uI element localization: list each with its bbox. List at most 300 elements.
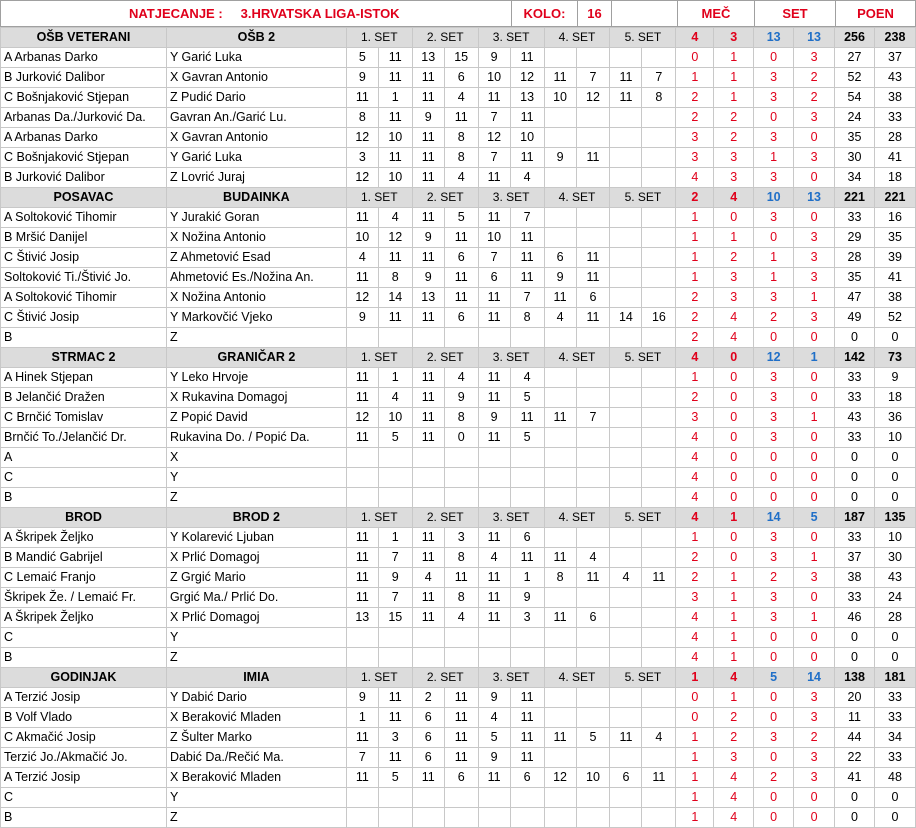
running-match-away: 0 xyxy=(714,368,754,388)
sets-won-away: 0 xyxy=(794,128,835,148)
set-score: 11 xyxy=(478,428,510,448)
points-home: 0 xyxy=(835,448,875,468)
home-player: B xyxy=(1,648,167,668)
match-result-home: 4 xyxy=(676,28,714,48)
set-score: 11 xyxy=(444,228,478,248)
running-match-home: 0 xyxy=(676,48,714,68)
running-match-away: 1 xyxy=(714,228,754,248)
running-match-home: 3 xyxy=(676,148,714,168)
set-score: 4 xyxy=(444,368,478,388)
set-score xyxy=(610,208,642,228)
set-score: 11 xyxy=(346,268,378,288)
set-score: 12 xyxy=(576,88,610,108)
set-score xyxy=(544,588,576,608)
away-player: Z xyxy=(166,488,346,508)
points-label: POEN xyxy=(857,6,894,21)
game-row xyxy=(1,588,916,608)
set-score: 3 xyxy=(378,728,412,748)
sets-won-away: 3 xyxy=(794,568,835,588)
running-match-away: 4 xyxy=(714,328,754,348)
game-row xyxy=(1,788,916,808)
set-score: 12 xyxy=(346,288,378,308)
running-match-home: 1 xyxy=(676,68,714,88)
set-score xyxy=(346,468,378,488)
points-away: 28 xyxy=(874,608,915,628)
sets-won-home: 3 xyxy=(754,528,794,548)
sets-won-home: 0 xyxy=(754,48,794,68)
home-player: C Štivić Josip xyxy=(1,248,167,268)
points-total-home: 142 xyxy=(835,348,875,368)
set-score xyxy=(478,788,510,808)
set-score: 12 xyxy=(544,768,576,788)
away-player: Z Šulter Marko xyxy=(166,728,346,748)
running-match-away: 1 xyxy=(714,568,754,588)
set-score: 8 xyxy=(510,308,544,328)
home-player: B xyxy=(1,328,167,348)
points-away: 18 xyxy=(874,388,915,408)
set-score xyxy=(610,648,642,668)
set-score: 7 xyxy=(576,68,610,88)
round-value: 16 xyxy=(587,6,602,21)
sets-won-away: 1 xyxy=(794,408,835,428)
sets-won-away: 3 xyxy=(794,708,835,728)
points-home: 34 xyxy=(835,168,875,188)
sets-won-home: 1 xyxy=(754,148,794,168)
points-home: 30 xyxy=(835,148,875,168)
points-away: 9 xyxy=(874,368,915,388)
set-score: 11 xyxy=(544,68,576,88)
running-match-away: 1 xyxy=(714,88,754,108)
set-score: 11 xyxy=(378,308,412,328)
set-score xyxy=(642,608,676,628)
match-result-away: 0 xyxy=(714,348,754,368)
running-match-home: 0 xyxy=(676,688,714,708)
sets-won-away: 0 xyxy=(794,208,835,228)
points-away: 0 xyxy=(874,488,915,508)
set-score xyxy=(444,488,478,508)
set-score xyxy=(576,328,610,348)
set-score xyxy=(478,488,510,508)
set-score xyxy=(378,448,412,468)
running-match-home: 3 xyxy=(676,588,714,608)
set-column-label: 4. SET xyxy=(544,188,610,208)
home-player: C Brnčić Tomislav xyxy=(1,408,167,428)
set-score: 10 xyxy=(478,228,510,248)
set-score: 9 xyxy=(478,408,510,428)
game-row xyxy=(1,248,916,268)
points-away: 37 xyxy=(874,48,915,68)
set-score: 8 xyxy=(444,128,478,148)
set-column-label: 2. SET xyxy=(412,508,478,528)
sets-won-home: 2 xyxy=(754,308,794,328)
away-player: Y Garić Luka xyxy=(166,148,346,168)
points-home: 38 xyxy=(835,568,875,588)
set-score: 13 xyxy=(412,48,444,68)
set-score: 5 xyxy=(478,728,510,748)
set-score: 8 xyxy=(378,268,412,288)
points-total-away: 181 xyxy=(874,668,915,688)
set-score: 5 xyxy=(378,768,412,788)
set-score xyxy=(642,488,676,508)
set-score: 9 xyxy=(544,268,576,288)
points-away: 34 xyxy=(874,728,915,748)
set-score: 8 xyxy=(444,408,478,428)
set-score xyxy=(576,468,610,488)
sets-won-away: 2 xyxy=(794,88,835,108)
points-away: 0 xyxy=(874,808,915,828)
set-score: 11 xyxy=(510,48,544,68)
set-score xyxy=(544,468,576,488)
set-score: 14 xyxy=(378,288,412,308)
points-home: 46 xyxy=(835,608,875,628)
points-away: 38 xyxy=(874,88,915,108)
away-player: Grgić Ma./ Prlić Do. xyxy=(166,588,346,608)
set-score: 11 xyxy=(412,308,444,328)
set-score xyxy=(346,808,378,828)
set-score: 6 xyxy=(444,68,478,88)
points-away: 33 xyxy=(874,748,915,768)
set-score xyxy=(378,468,412,488)
points-home: 11 xyxy=(835,708,875,728)
sets-won-away: 3 xyxy=(794,148,835,168)
set-score: 4 xyxy=(478,708,510,728)
away-player: Rukavina Do. / Popić Da. xyxy=(166,428,346,448)
home-player: B Mršić Danijel xyxy=(1,228,167,248)
set-score: 11 xyxy=(346,88,378,108)
sets-won-home: 3 xyxy=(754,128,794,148)
set-score: 11 xyxy=(478,568,510,588)
set-score: 11 xyxy=(412,368,444,388)
set-column-label: 1. SET xyxy=(346,668,412,688)
set-score: 11 xyxy=(510,108,544,128)
running-match-away: 4 xyxy=(714,788,754,808)
points-away: 0 xyxy=(874,628,915,648)
set-score: 11 xyxy=(412,208,444,228)
away-player: Z Lovrić Juraj xyxy=(166,168,346,188)
set-score xyxy=(642,688,676,708)
sets-won-home: 0 xyxy=(754,708,794,728)
set-score xyxy=(346,448,378,468)
set-score: 11 xyxy=(478,168,510,188)
set-score xyxy=(642,628,676,648)
set-score: 7 xyxy=(478,108,510,128)
set-score: 11 xyxy=(412,88,444,108)
sets-won-home: 3 xyxy=(754,388,794,408)
set-score: 11 xyxy=(478,208,510,228)
set-score xyxy=(478,468,510,488)
set-score xyxy=(610,808,642,828)
away-player: Y Leko Hrvoje xyxy=(166,368,346,388)
running-match-away: 3 xyxy=(714,148,754,168)
sets-won-away: 0 xyxy=(794,328,835,348)
set-score xyxy=(510,468,544,488)
set-score xyxy=(610,48,642,68)
set-score: 11 xyxy=(412,68,444,88)
game-row xyxy=(1,408,916,428)
points-away: 52 xyxy=(874,308,915,328)
set-score: 11 xyxy=(412,608,444,628)
away-team: IMIA xyxy=(166,668,346,688)
running-match-home: 2 xyxy=(676,288,714,308)
set-score: 11 xyxy=(478,588,510,608)
set-score: 11 xyxy=(346,588,378,608)
set-score: 4 xyxy=(576,548,610,568)
set-column-label: 3. SET xyxy=(478,188,544,208)
points-away: 41 xyxy=(874,268,915,288)
set-score xyxy=(610,708,642,728)
sets-won-home: 3 xyxy=(754,588,794,608)
away-player: Y Jurakić Goran xyxy=(166,208,346,228)
sets-won-away: 0 xyxy=(794,368,835,388)
points-away: 0 xyxy=(874,468,915,488)
points-away: 0 xyxy=(874,448,915,468)
set-score: 11 xyxy=(610,88,642,108)
set-score: 9 xyxy=(412,268,444,288)
set-score: 11 xyxy=(346,388,378,408)
set-score xyxy=(544,748,576,768)
set-score: 11 xyxy=(346,208,378,228)
sets-won-home: 0 xyxy=(754,488,794,508)
match-result-away: 1 xyxy=(714,508,754,528)
set-score: 5 xyxy=(510,428,544,448)
points-total-home: 187 xyxy=(835,508,875,528)
set-score: 11 xyxy=(478,308,510,328)
set-score xyxy=(610,388,642,408)
away-player: Y Dabić Dario xyxy=(166,688,346,708)
set-score xyxy=(610,528,642,548)
away-player: Z Ahmetović Esad xyxy=(166,248,346,268)
sets-won-away: 3 xyxy=(794,228,835,248)
set-score: 9 xyxy=(510,588,544,608)
set-score xyxy=(510,448,544,468)
running-match-away: 2 xyxy=(714,708,754,728)
set-score xyxy=(544,528,576,548)
set-score: 11 xyxy=(378,688,412,708)
away-player: Z Grgić Mario xyxy=(166,568,346,588)
set-score xyxy=(576,108,610,128)
set-score: 5 xyxy=(510,388,544,408)
sets-won-home: 2 xyxy=(754,768,794,788)
sets-won-away: 0 xyxy=(794,528,835,548)
game-row xyxy=(1,608,916,628)
sets-won-away: 0 xyxy=(794,168,835,188)
set-score xyxy=(642,48,676,68)
set-score: 11 xyxy=(544,608,576,628)
points-away: 43 xyxy=(874,568,915,588)
set-score: 8 xyxy=(346,108,378,128)
sets-won-away: 3 xyxy=(794,768,835,788)
sets-won-home: 3 xyxy=(754,288,794,308)
running-match-home: 1 xyxy=(676,728,714,748)
set-score: 11 xyxy=(544,728,576,748)
set-score xyxy=(642,468,676,488)
sets-won-home: 0 xyxy=(754,808,794,828)
away-team: BROD 2 xyxy=(166,508,346,528)
set-score xyxy=(478,328,510,348)
points-home: 0 xyxy=(835,488,875,508)
sets-won-away: 2 xyxy=(794,728,835,748)
set-column-label: 4. SET xyxy=(544,348,610,368)
home-player: Terzić Jo./Akmačić Jo. xyxy=(1,748,167,768)
set-column-label: 5. SET xyxy=(610,348,676,368)
away-player: Y xyxy=(166,468,346,488)
set-score: 11 xyxy=(510,748,544,768)
running-match-home: 1 xyxy=(676,528,714,548)
sets-total-home: 13 xyxy=(754,28,794,48)
set-score xyxy=(610,228,642,248)
set-score: 10 xyxy=(576,768,610,788)
set-column-label: 5. SET xyxy=(610,508,676,528)
match-result-home: 4 xyxy=(676,348,714,368)
sets-total-away: 13 xyxy=(794,28,835,48)
points-home: 52 xyxy=(835,68,875,88)
match-header-row xyxy=(1,188,916,208)
home-team: STRMAC 2 xyxy=(1,348,167,368)
home-player: B Jelančić Dražen xyxy=(1,388,167,408)
set-score: 11 xyxy=(444,108,478,128)
match-result-away: 4 xyxy=(714,668,754,688)
set-score xyxy=(610,628,642,648)
points-home: 33 xyxy=(835,388,875,408)
running-match-away: 2 xyxy=(714,108,754,128)
set-score xyxy=(642,808,676,828)
set-score xyxy=(544,168,576,188)
set-score: 4 xyxy=(444,88,478,108)
set-score: 5 xyxy=(576,728,610,748)
set-column-label: 5. SET xyxy=(610,188,676,208)
set-score xyxy=(444,628,478,648)
running-match-home: 4 xyxy=(676,608,714,628)
home-player: B Volf Vlado xyxy=(1,708,167,728)
running-match-away: 0 xyxy=(714,528,754,548)
home-player: Arbanas Da./Jurković Da. xyxy=(1,108,167,128)
points-home: 24 xyxy=(835,108,875,128)
set-score xyxy=(642,648,676,668)
set-score xyxy=(544,208,576,228)
game-row xyxy=(1,648,916,668)
running-match-home: 4 xyxy=(676,628,714,648)
set-score: 9 xyxy=(444,388,478,408)
set-score: 14 xyxy=(610,308,642,328)
set-score: 11 xyxy=(412,408,444,428)
points-away: 16 xyxy=(874,208,915,228)
game-row xyxy=(1,428,916,448)
set-score xyxy=(378,488,412,508)
points-away: 36 xyxy=(874,408,915,428)
set-score xyxy=(576,788,610,808)
set-score xyxy=(576,588,610,608)
game-row xyxy=(1,368,916,388)
set-score: 11 xyxy=(444,688,478,708)
set-score xyxy=(544,488,576,508)
points-home: 27 xyxy=(835,48,875,68)
sets-won-away: 3 xyxy=(794,748,835,768)
sets-won-home: 0 xyxy=(754,628,794,648)
set-score xyxy=(544,368,576,388)
set-column-label: 5. SET xyxy=(610,668,676,688)
set-score xyxy=(642,208,676,228)
set-score xyxy=(544,108,576,128)
set-score xyxy=(576,428,610,448)
set-score: 10 xyxy=(378,168,412,188)
set-score: 6 xyxy=(444,308,478,328)
set-score xyxy=(412,488,444,508)
set-score: 4 xyxy=(544,308,576,328)
running-match-away: 0 xyxy=(714,548,754,568)
set-score: 3 xyxy=(346,148,378,168)
home-player: Soltoković Ti./Štivić Jo. xyxy=(1,268,167,288)
match-label: MEČ xyxy=(701,6,731,21)
set-score: 11 xyxy=(412,528,444,548)
running-match-home: 0 xyxy=(676,708,714,728)
set-score: 11 xyxy=(510,408,544,428)
set-score: 4 xyxy=(444,608,478,628)
game-row xyxy=(1,768,916,788)
set-score: 11 xyxy=(378,248,412,268)
set-score: 11 xyxy=(412,588,444,608)
points-total-home: 256 xyxy=(835,28,875,48)
set-score: 10 xyxy=(346,228,378,248)
set-score: 11 xyxy=(378,68,412,88)
set-score: 16 xyxy=(642,308,676,328)
set-score xyxy=(576,368,610,388)
points-home: 35 xyxy=(835,128,875,148)
set-score xyxy=(478,808,510,828)
set-score: 10 xyxy=(478,68,510,88)
home-team: GODINJAK xyxy=(1,668,167,688)
set-score: 6 xyxy=(444,768,478,788)
set-score: 6 xyxy=(478,268,510,288)
set-score xyxy=(610,688,642,708)
set-score xyxy=(642,708,676,728)
away-team: BUDAINKA xyxy=(166,188,346,208)
game-row xyxy=(1,88,916,108)
points-home: 33 xyxy=(835,528,875,548)
set-score xyxy=(610,328,642,348)
set-score: 12 xyxy=(346,168,378,188)
match-result-home: 2 xyxy=(676,188,714,208)
set-score xyxy=(478,628,510,648)
set-score: 15 xyxy=(378,608,412,628)
set-score xyxy=(444,788,478,808)
set-score xyxy=(576,808,610,828)
set-score: 7 xyxy=(378,588,412,608)
set-score: 11 xyxy=(610,68,642,88)
set-column-label: 4. SET xyxy=(544,508,610,528)
set-score xyxy=(346,788,378,808)
set-score: 8 xyxy=(642,88,676,108)
running-match-home: 2 xyxy=(676,308,714,328)
home-player: B xyxy=(1,808,167,828)
set-column-label: 4. SET xyxy=(544,668,610,688)
running-match-home: 1 xyxy=(676,208,714,228)
running-match-home: 1 xyxy=(676,248,714,268)
set-score xyxy=(610,748,642,768)
set-score xyxy=(642,128,676,148)
set-score: 11 xyxy=(478,368,510,388)
set-score: 8 xyxy=(544,568,576,588)
set-score: 11 xyxy=(444,748,478,768)
running-match-away: 1 xyxy=(714,588,754,608)
points-home: 33 xyxy=(835,208,875,228)
set-score: 1 xyxy=(378,88,412,108)
running-match-away: 0 xyxy=(714,388,754,408)
set-score xyxy=(544,628,576,648)
set-score: 13 xyxy=(412,288,444,308)
points-home: 41 xyxy=(835,768,875,788)
set-score: 3 xyxy=(510,608,544,628)
game-row xyxy=(1,228,916,248)
